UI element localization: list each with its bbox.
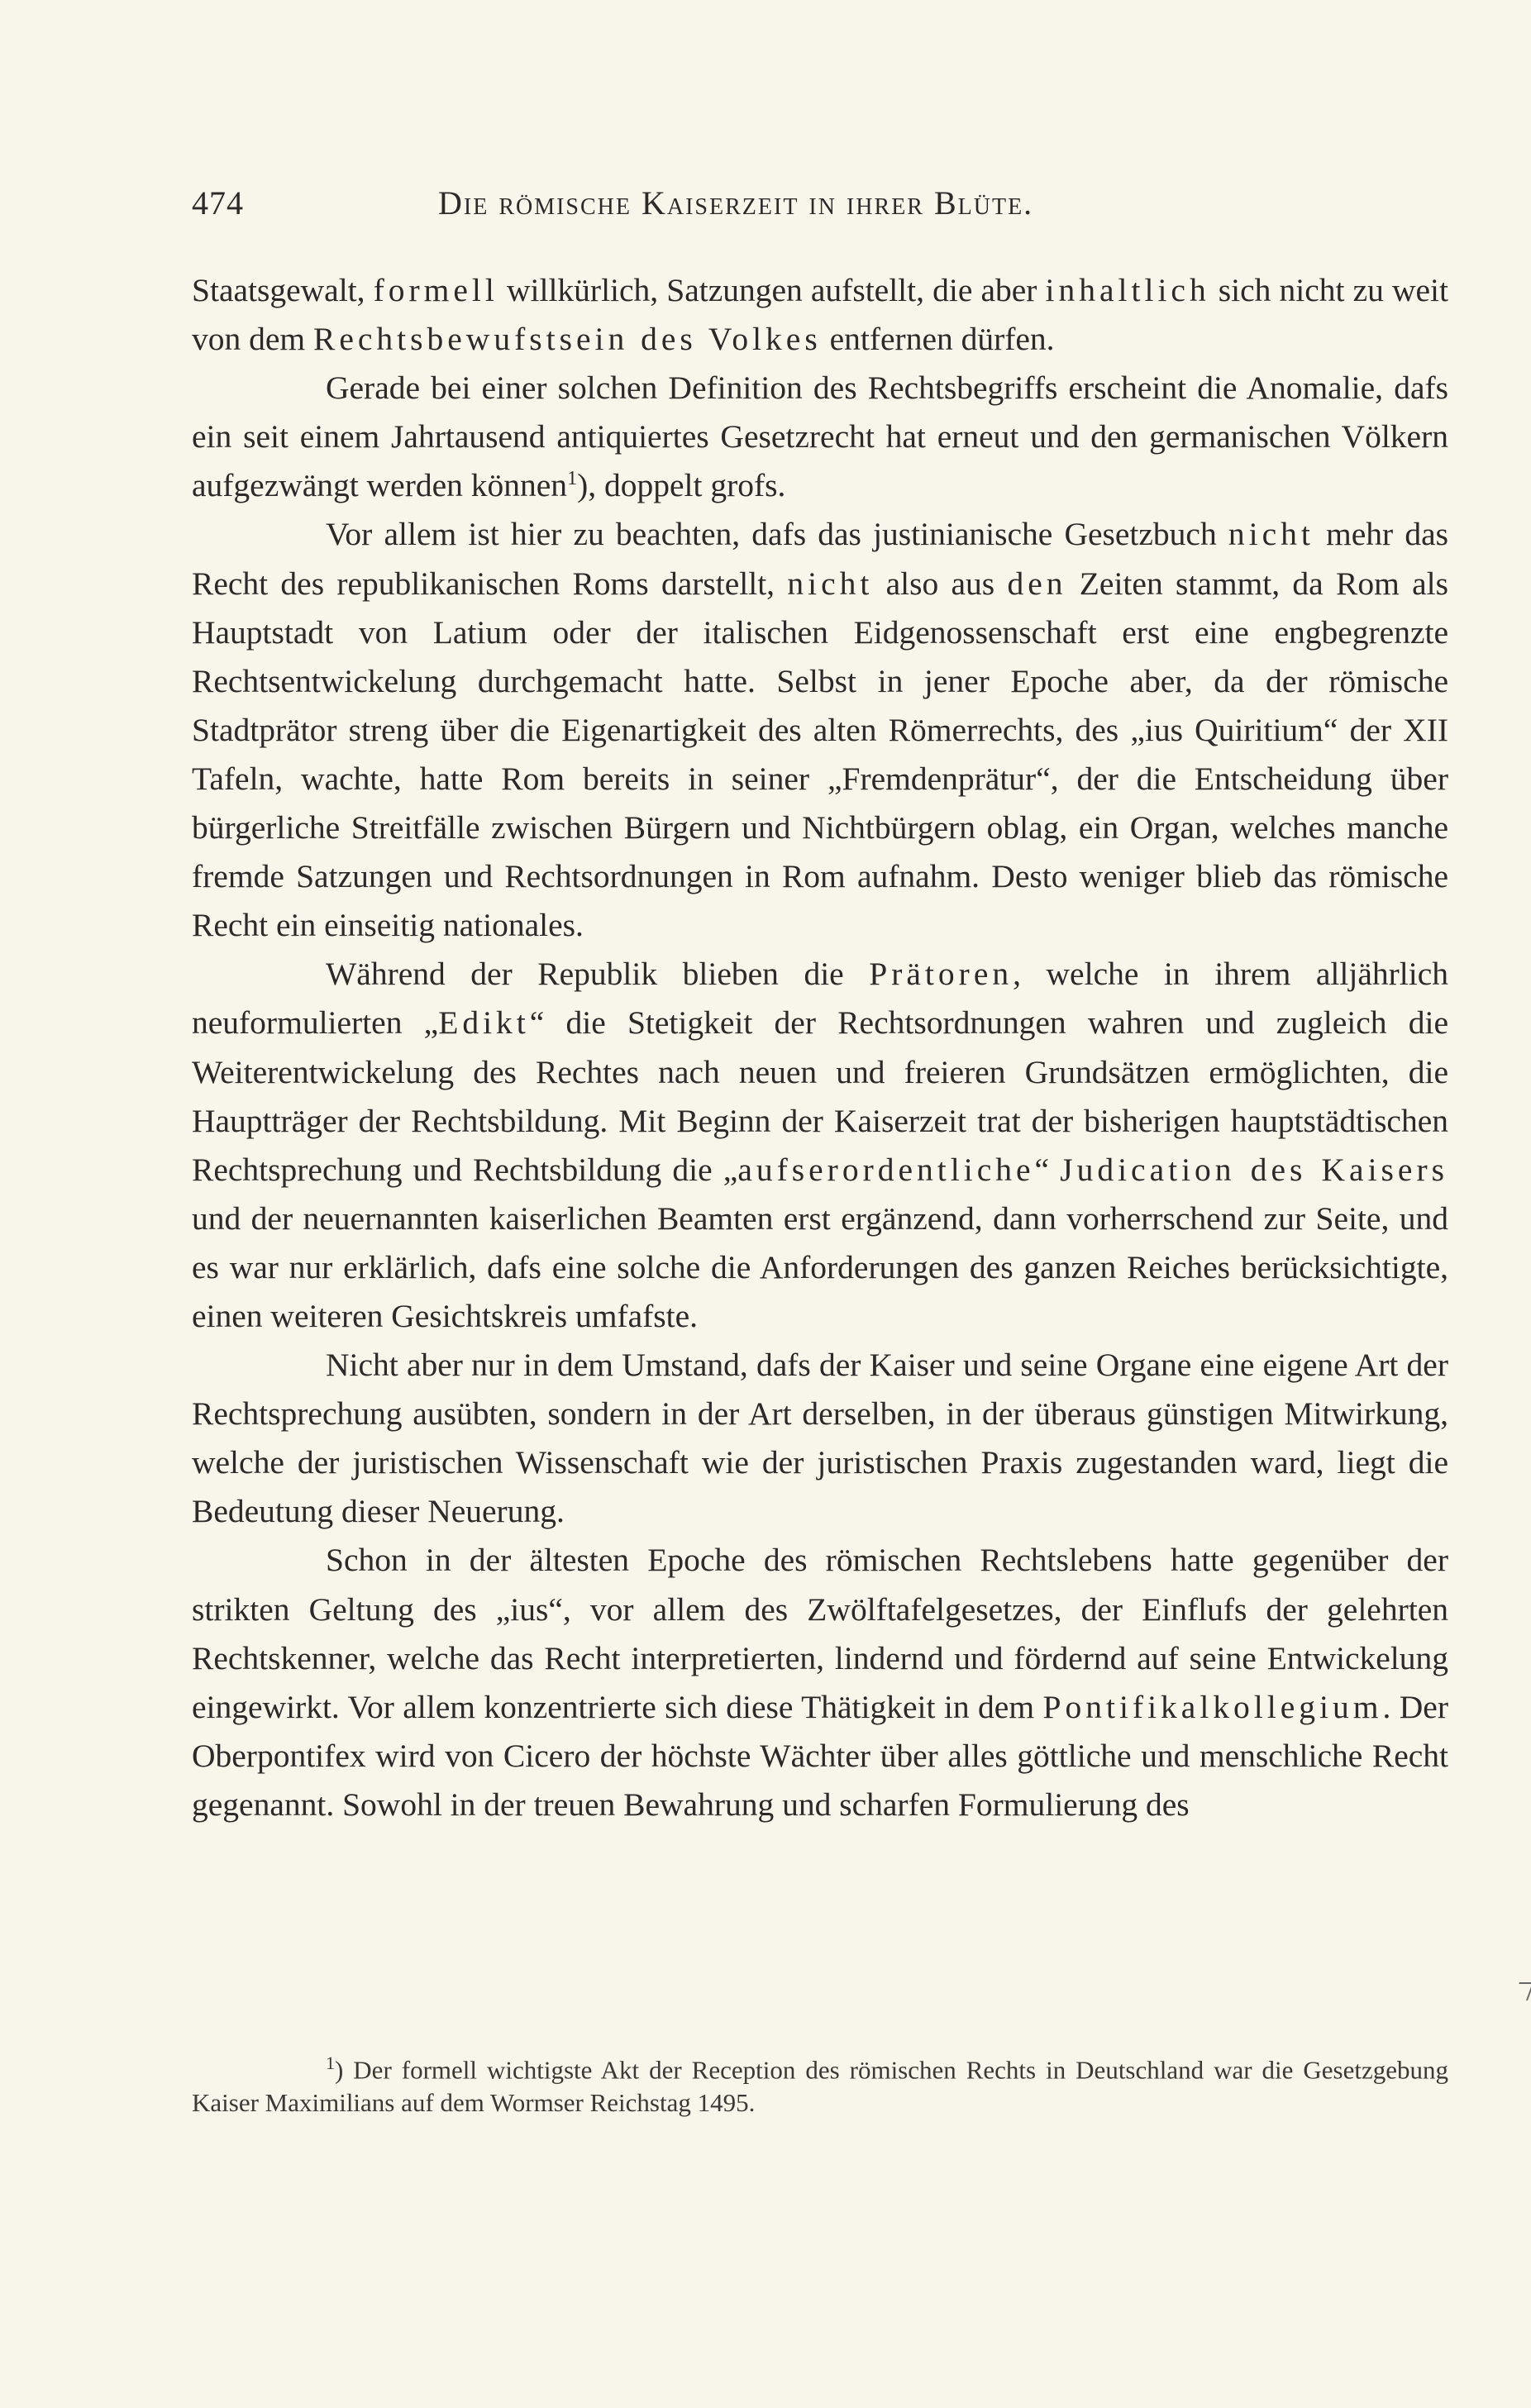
text-run: Zeiten stammt, da Rom als Hauptstadt von Latium oder der italischen Eidgenossenschaft erst eine engbegrenzte Rechtsentwickelung durchgemacht hatte. Selbst in jener Epoche aber, da der römische Stadtprätor streng über die Eigenartigkeit des alten Römerrechts, des „ius Quiritium“ der XII Tafeln, wachte, hatte Rom bereits in seiner „Fremdenprätur“, der die Entscheidung über bürgerliche Streitfälle zwischen Bürgern und Nichtbürgern oblag, ein Organ, welches manche fremde Satzungen und Rechtsordnungen in Rom aufnahm. Desto weniger blieb das römische Recht ein einseitig nationales. <box>192 565 1448 944</box>
text-run: mehr das Recht des republikanischen Roms darstellt, <box>192 516 1448 602</box>
body-paragraph <box>192 364 1448 510</box>
spaced-emphasis: Judication des Kaisers <box>1060 1151 1448 1188</box>
spaced-emphasis: Pontifikalkollegium <box>1042 1688 1383 1725</box>
body-paragraph <box>192 510 1448 950</box>
text-run: Staatsgewalt, <box>192 272 374 308</box>
body-paragraph <box>192 950 1448 1341</box>
body-paragraph <box>192 266 1448 364</box>
page-header <box>192 184 1448 233</box>
footnote-reference: 1 <box>567 468 578 490</box>
text-run: “ die Stetigkeit der Rechtsordnungen wahren und zugleich die Weiterentwickelung des Rechtes nach neuen und freieren Grundsätzen ermöglichten, die Hauptträger der Rechtsbildung. Mit Beginn der Kaiserzeit trat der bisherigen hauptstädtischen Rechtsprechung und Rechtsbildung die „ <box>192 1004 1448 1188</box>
text-run: Während der Republik blieben die <box>326 956 870 993</box>
body-paragraph <box>192 1536 1448 1829</box>
spaced-emphasis: aufserordentliche <box>737 1151 1035 1188</box>
footnote-paragraph <box>192 2047 1448 2120</box>
body-paragraph <box>192 1341 1448 1536</box>
text-run: entfernen dürfen. <box>821 321 1055 358</box>
text-run: , welche in ihrem alljährlich neuformulierten „ <box>192 956 1448 1042</box>
text-run: “ <box>1034 1151 1061 1188</box>
spaced-emphasis: inhaltlich <box>1045 272 1210 308</box>
spaced-emphasis: nicht <box>1228 516 1314 553</box>
footnote-text: ) Der formell wichtigste Akt der Reception des römischen Rechts in Deutschland war die Gesetzgebung Kaiser Maximilians auf dem Wormser Reichstag 1495. <box>192 2055 1448 2118</box>
spaced-emphasis: den <box>1007 565 1067 602</box>
spaced-emphasis: Prätoren <box>869 956 1014 993</box>
body-text <box>192 266 1448 1829</box>
page-number: 474 <box>192 184 244 222</box>
text-run: und der neuernannten kaiserlichen Beamten erst ergänzend, dann vorherrschend zur Seite, und es war nur erklärlich, dafs eine solche die Anforderungen des ganzen Reiches berücksichtigte, einen weiteren Gesichtskreis umfafste. <box>192 1199 1448 1334</box>
text-run: Vor allem ist hier zu beachten, dafs das justinianische Gesetzbuch <box>326 516 1228 553</box>
text-run: willkürlich, Satzungen aufstellt, die aber <box>498 272 1046 308</box>
spaced-emphasis: Edikt <box>438 1004 530 1042</box>
footnote-marker: 1 <box>326 2053 335 2073</box>
text-run: also aus <box>873 565 1008 602</box>
spaced-emphasis: formell <box>373 272 498 308</box>
text-run: . Der Oberpontifex wird von Cicero der höchste Wächter über alles göttliche und menschliche Recht gegenannt. Sowohl in der treuen Bewahrung und scharfen Formulierung des <box>192 1688 1448 1823</box>
spaced-emphasis: nicht <box>787 565 874 602</box>
text-run: Gerade bei einer solchen Definition des Rechtsbegriffs erscheint die Anomalie, dafs ein seit einem Jahrtausend antiquiertes Gesetzrecht hat erneut und den germanischen Völkern aufgezwängt werden können <box>192 370 1448 504</box>
spaced-emphasis: Rechtsbewufstsein des Volkes <box>313 321 822 358</box>
text-run: ), doppelt grofs. <box>577 467 786 504</box>
text-run: sich nicht zu weit von dem <box>192 272 1448 358</box>
page-edge-mark <box>1513 1982 1531 2000</box>
footnote <box>192 2047 1448 2120</box>
text-run: Schon in der ältesten Epoche des römischen Rechtslebens hatte gegenüber der strikten Geltung des „ius“, vor allem des Zwölftafelgesetzes, der Einflufs der gelehrten Rechtskenner, welche das Recht interpretierten, lindernd und fördernd auf seine Entwickelung eingewirkt. Vor allem konzentrierte sich diese Thätigkeit in dem <box>192 1542 1448 1725</box>
text-run: Nicht aber nur in dem Umstand, dafs der Kaiser und seine Organe eine eigene Art der Rechtsprechung ausübten, sondern in der Art derselben, in der überaus günstigen Mitwirkung, welche der juristischen Wissenschaft wie der juristischen Praxis zugestanden ward, liegt die Bedeutung dieser Neuerung. <box>192 1347 1448 1530</box>
running-title: Die römische Kaiserzeit in ihrer Blüte. <box>438 184 1034 222</box>
